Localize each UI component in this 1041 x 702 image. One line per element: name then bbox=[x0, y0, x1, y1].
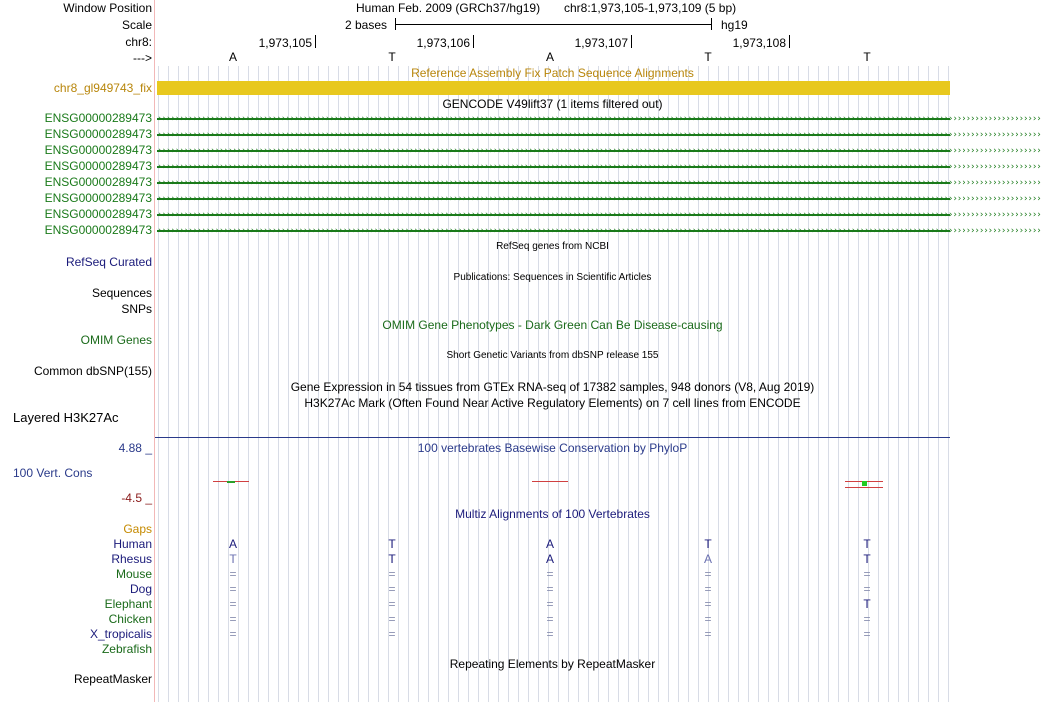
reference-base: T bbox=[704, 50, 712, 64]
alignment-base: T bbox=[704, 537, 712, 551]
alignment-base: = bbox=[388, 597, 396, 611]
alignment-base: = bbox=[546, 612, 554, 626]
alignment-base: A bbox=[703, 552, 712, 566]
phylop-max-label: 4.88 _ bbox=[118, 441, 152, 455]
refseq-track-label[interactable]: RefSeq Curated bbox=[65, 255, 152, 269]
alignment-base: = bbox=[388, 612, 396, 626]
phylop-bar-2 bbox=[532, 481, 568, 482]
gencode-item-label[interactable]: ENSG00000289473 bbox=[44, 143, 152, 157]
species-label[interactable]: Elephant bbox=[104, 597, 152, 611]
alignment-base: = bbox=[704, 612, 712, 626]
fix-patch-alignment-bar[interactable] bbox=[157, 81, 950, 95]
alignment-base: = bbox=[229, 597, 237, 611]
species-label[interactable]: Zebrafish bbox=[101, 642, 152, 656]
alignment-base: = bbox=[546, 627, 554, 641]
position-label: chr8:1,973,105-1,973,109 (5 bp) bbox=[564, 1, 737, 15]
gencode-item-label[interactable]: ENSG00000289473 bbox=[44, 159, 152, 173]
scale-bar-text: 2 bases bbox=[345, 18, 388, 32]
fix-patch-track-title: Reference Assembly Fix Patch Sequence Alignments bbox=[411, 66, 694, 80]
alignment-base: A bbox=[545, 552, 554, 566]
sequences-track-label[interactable]: Sequences bbox=[91, 286, 152, 300]
phylop-bar-3-low bbox=[845, 487, 883, 488]
coordinate-tick-label: 1,973,108 bbox=[732, 36, 786, 50]
repeatmasker-track-title: Repeating Elements by RepeatMasker bbox=[449, 657, 656, 671]
phylop-track-label[interactable]: 100 Vert. Cons bbox=[13, 466, 93, 480]
alignment-base: = bbox=[863, 582, 871, 596]
alignment-base: = bbox=[704, 627, 712, 641]
dbsnp-track-label[interactable]: Common dbSNP(155) bbox=[33, 364, 152, 378]
gtex-track-title: Gene Expression in 54 tissues from GTEx RNA-seq of 17382 samples, 948 donors (V8, Aug 2019) bbox=[290, 380, 815, 394]
species-label[interactable]: Human bbox=[113, 537, 152, 551]
alignment-base: = bbox=[863, 627, 871, 641]
coordinate-tick-label: 1,973,106 bbox=[416, 36, 470, 50]
alignment-base: = bbox=[704, 567, 712, 581]
scale-bar bbox=[395, 24, 712, 25]
coordinate-tick-label: 1,973,105 bbox=[258, 36, 312, 50]
gencode-strand-arrows: ›››››››››››››››››››››››››››››››››››››››››››››››››››››››››››››››››››››››››››››››››››››››››››››››››››››››››››››››››››››››››››››››››››››››››››››››››››››››››››››››››››››››››››››››››››››››››››››››››››››››› bbox=[157, 178, 1041, 188]
alignment-base: T bbox=[863, 597, 871, 611]
window-position-label: Window Position bbox=[63, 1, 152, 15]
gencode-strand-arrows: ›››››››››››››››››››››››››››››››››››››››››››››››››››››››››››››››››››››››››››››››››››››››››››››››››››››››››››››››››››››››››››››››››››››››››››››››››››››››››››››››››››››››››››››››››››››››››››››››››››››››› bbox=[157, 162, 1041, 172]
phylop-track-title: 100 vertebrates Basewise Conservation by PhyloP bbox=[417, 441, 688, 455]
gencode-track-title: GENCODE V49lift37 (1 items filtered out) bbox=[442, 97, 663, 111]
h3k27ac-track-label[interactable]: Layered H3K27Ac bbox=[13, 410, 119, 425]
species-label[interactable]: X_tropicalis bbox=[89, 627, 152, 641]
track-image[interactable] bbox=[155, 0, 1041, 702]
alignment-base: A bbox=[545, 537, 554, 551]
phylop-min-label: -4.5 _ bbox=[121, 491, 152, 505]
reference-base: T bbox=[863, 50, 871, 64]
alignment-base: = bbox=[863, 567, 871, 581]
alignment-base: = bbox=[863, 612, 871, 626]
alignment-base: = bbox=[229, 627, 237, 641]
dbsnp-track-title: Short Genetic Variants from dbSNP release 155 bbox=[446, 350, 659, 361]
multiz-track-title: Multiz Alignments of 100 Vertebrates bbox=[455, 507, 650, 521]
gencode-item-label[interactable]: ENSG00000289473 bbox=[44, 223, 152, 237]
phylop-top-line bbox=[155, 437, 950, 438]
fix-patch-track-label[interactable]: chr8_gl949743_fix bbox=[53, 81, 152, 95]
alignment-base: = bbox=[546, 597, 554, 611]
alignment-base: = bbox=[546, 582, 554, 596]
alignment-base: T bbox=[863, 552, 871, 566]
repeatmasker-track-label[interactable]: RepeatMasker bbox=[73, 672, 152, 686]
gencode-strand-arrows: ›››››››››››››››››››››››››››››››››››››››››››››››››››››››››››››››››››››››››››››››››››››››››››››››››››››››››››››››››››››››››››››››››››››››››››››››››››››››››››››››››››››››››››››››››››››››››››››››››››››››› bbox=[157, 114, 1041, 124]
omim-track-label[interactable]: OMIM Genes bbox=[80, 333, 152, 347]
alignment-base: = bbox=[704, 582, 712, 596]
gencode-strand-arrows: ›››››››››››››››››››››››››››››››››››››››››››››››››››››››››››››››››››››››››››››››››››››››››››››››››››››››››››››››››››››››››››››››››››››››››››››››››››››››››››››››››››››››››››››››››››››››››››››››››››››››› bbox=[157, 226, 1041, 236]
alignment-base: A bbox=[228, 537, 237, 551]
snps-track-label[interactable]: SNPs bbox=[121, 302, 152, 316]
alignment-base: = bbox=[229, 567, 237, 581]
species-label[interactable]: Dog bbox=[129, 582, 152, 596]
alignment-base: T bbox=[863, 537, 871, 551]
reference-base: A bbox=[228, 50, 237, 64]
alignment-base: = bbox=[388, 567, 396, 581]
strand-label: ---> bbox=[133, 51, 152, 65]
publications-track-title: Publications: Sequences in Scientific Articles bbox=[453, 272, 652, 283]
gencode-strand-arrows: ›››››››››››››››››››››››››››››››››››››››››››››››››››››››››››››››››››››››››››››››››››››››››››››››››››››››››››››››››››››››››››››››››››››››››››››››››››››››››››››››››››››››››››››››››››››››››››››››››››››››› bbox=[157, 146, 1041, 156]
refseq-track-title: RefSeq genes from NCBI bbox=[496, 241, 609, 252]
alignment-base: = bbox=[229, 612, 237, 626]
h3k27ac-track-title: H3K27Ac Mark (Often Found Near Active Regulatory Elements) on 7 cell lines from ENCODE bbox=[304, 396, 801, 410]
track-label-panel bbox=[0, 0, 152, 702]
species-label[interactable]: Mouse bbox=[115, 567, 152, 581]
alignment-base: T bbox=[388, 552, 396, 566]
reference-base: A bbox=[545, 50, 554, 64]
alignment-base: = bbox=[229, 582, 237, 596]
gencode-item-label[interactable]: ENSG00000289473 bbox=[44, 127, 152, 141]
alignment-base: = bbox=[388, 582, 396, 596]
gencode-item-label[interactable]: ENSG00000289473 bbox=[44, 175, 152, 189]
reference-base: T bbox=[388, 50, 396, 64]
alignment-base: T bbox=[229, 552, 237, 566]
species-label[interactable]: Chicken bbox=[108, 612, 152, 626]
species-label[interactable]: Rhesus bbox=[111, 552, 152, 566]
coordinate-tick-label: 1,973,107 bbox=[574, 36, 628, 50]
gencode-strand-arrows: ›››››››››››››››››››››››››››››››››››››››››››››››››››››››››››››››››››››››››››››››››››››››››››››››››››››››››››››››››››››››››››››››››››››››››››››››››››››››››››››››››››››››››››››››››››››››››››››››››››››››› bbox=[157, 194, 1041, 204]
alignment-base: = bbox=[704, 597, 712, 611]
assembly-label: Human Feb. 2009 (GRCh37/hg19) bbox=[356, 1, 541, 15]
gencode-item-label[interactable]: ENSG00000289473 bbox=[44, 207, 152, 221]
alignment-base: = bbox=[546, 567, 554, 581]
gencode-strand-arrows: ›››››››››››››››››››››››››››››››››››››››››››››››››››››››››››››››››››››››››››››››››››››››››››››››››››››››››››››››››››››››››››››››››››››››››››››››››››››››››››››››››››››››››››››››››››››››››››››››››››››››› bbox=[157, 210, 1041, 220]
scale-bar-right-tick bbox=[711, 18, 712, 30]
gencode-strand-arrows: ›››››››››››››››››››››››››››››››››››››››››››››››››››››››››››››››››››››››››››››››››››››››››››››››››››››››››››››››››››››››››››››››››››››››››››››››››››››››››››››››››››››››››››››››››››››››››››››››››››››››› bbox=[157, 130, 1041, 140]
chrom-label: chr8: bbox=[125, 35, 152, 49]
alignment-base: = bbox=[388, 627, 396, 641]
coordinate-tick bbox=[789, 35, 790, 48]
alignment-base: T bbox=[388, 537, 396, 551]
omim-track-title: OMIM Gene Phenotypes - Dark Green Can Be Disease-causing bbox=[382, 318, 723, 332]
scale-label: Scale bbox=[121, 18, 152, 32]
phylop-bar-1-green bbox=[227, 481, 235, 483]
coordinate-tick bbox=[473, 35, 474, 48]
phylop-bar-3-green bbox=[862, 481, 867, 486]
gaps-track-label[interactable]: Gaps bbox=[123, 522, 152, 536]
db-label: hg19 bbox=[721, 18, 748, 32]
gencode-item-label[interactable]: ENSG00000289473 bbox=[44, 191, 152, 205]
gencode-item-label[interactable]: ENSG00000289473 bbox=[44, 111, 152, 125]
coordinate-tick bbox=[315, 35, 316, 48]
coordinate-tick bbox=[631, 35, 632, 48]
